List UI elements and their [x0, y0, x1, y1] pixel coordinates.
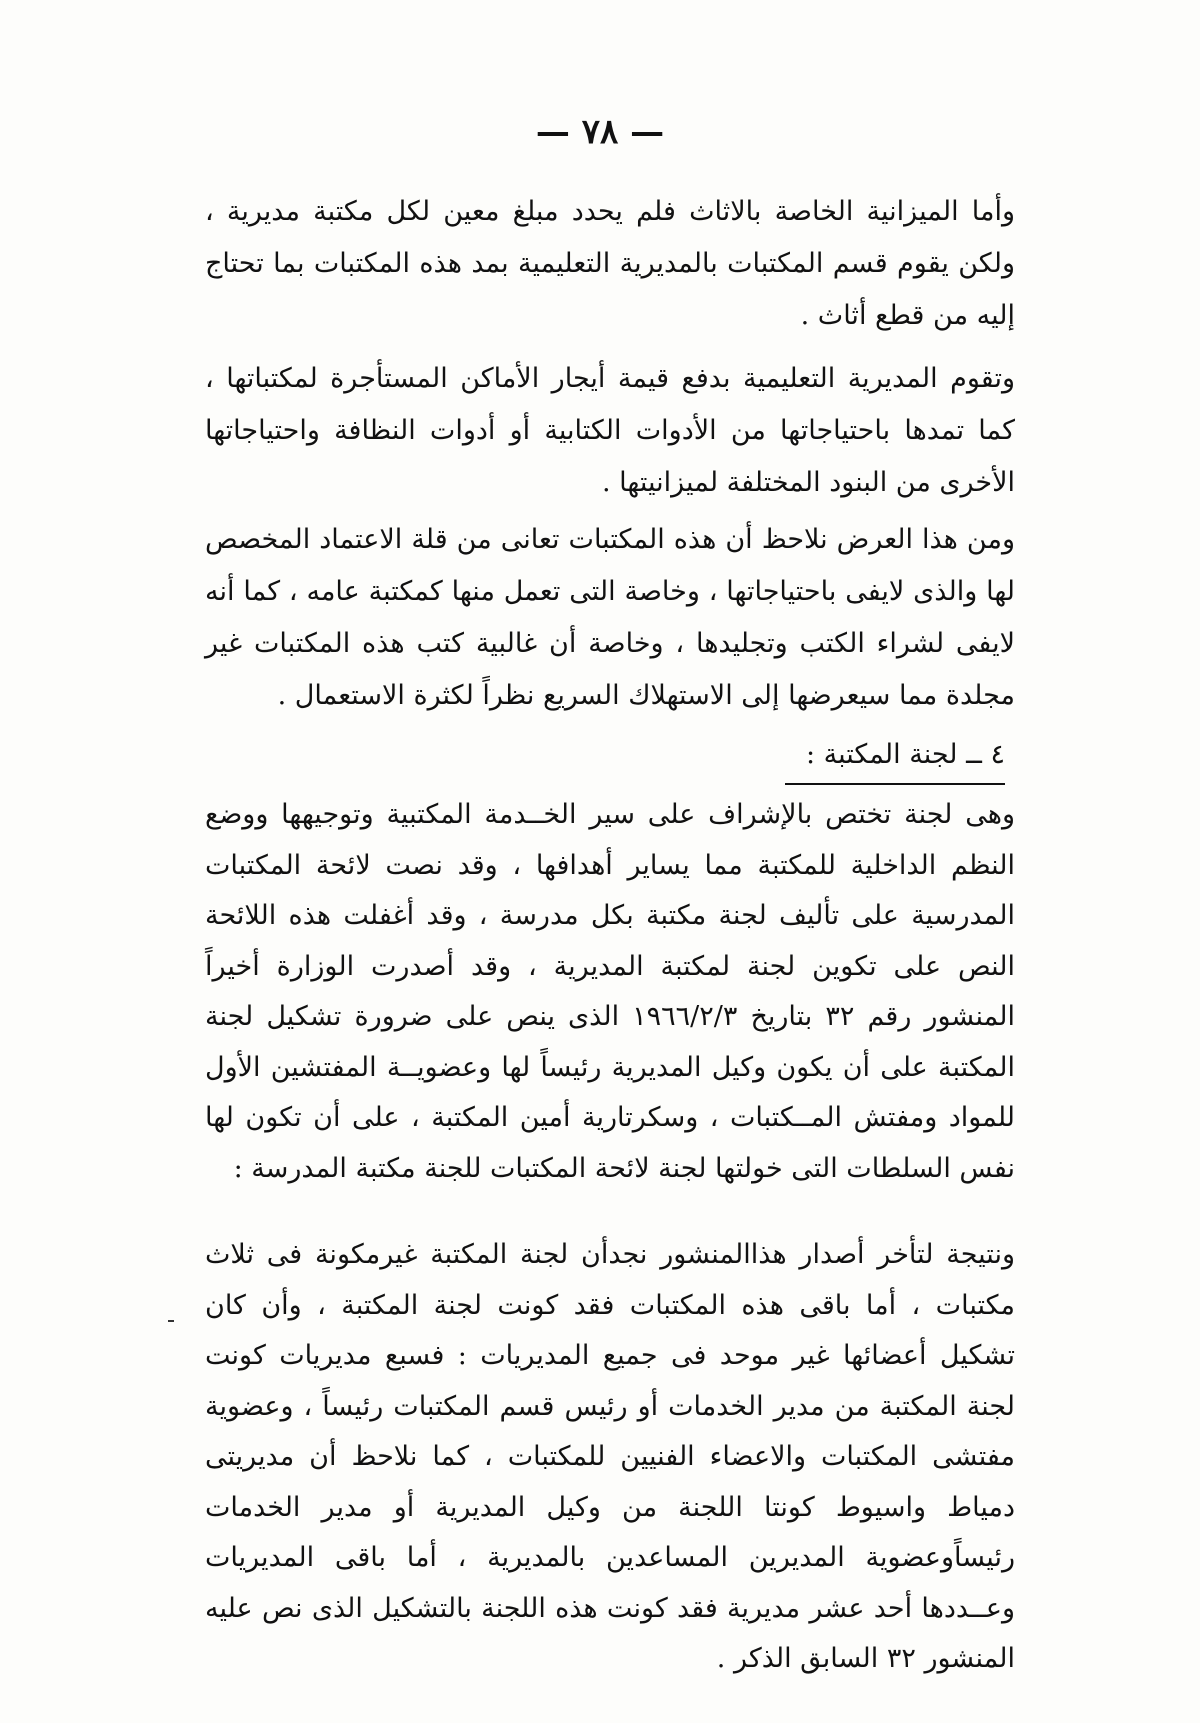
paragraph-committee-formation: ونتيجة لتأخر أصدار هذاالمنشور نجدأن لجنة المكتبة غيرمكونة فى ثلاث مكتبات ، أما باقى هذه المكتبات فقد كونت لجنة المكتبة ، وأن كان تشكيل أعضائها غير موحد فى جميع المديريات : فسبع مديريات كونت لجنة المكتبة من مدير الخدمات أو رئيس قسم المكتبات رئيساً ، وعضوية مفتشى المكتبات والاعضاء الفنيين للمكتبات ، كما نلاحظ أن مديريتى دمياط واسيوط كونتا اللجنة من وكيل المديرية أو مدير الخدمات رئيساًوعضوية المديرين المساعدين بالمديرية ، أما باقى المديريات وعــددها أحد عشر مديرية فقد كونت هذه اللجنة بالتشكيل الذى نص عليه المنشور ٣٢ السابق الذكر . [205, 1239, 1015, 1674]
scan-speck [168, 1320, 174, 1322]
paragraph-furniture-budget: وأما الميزانية الخاصة بالاثاث فلم يحدد مبلغ معين لكل مكتبة مديرية ، ولكن يقوم قسم المكتبات بالمديرية التعليمية بمد هذه المكتبات بما تحتاج إليه من قطع أثاث . [205, 196, 1015, 331]
paragraph-rent-and-supplies: وتقوم المديرية التعليمية بدفع قيمة أيجار الأماكن المستأجرة لمكتباتها ، كما تمدها باحتياجاتها من الأدوات الكتابية أو أدوات النظافة واحتياجاتها الأخرى من البنود المختلفة لميزانيتها . [205, 363, 1015, 498]
section-heading-library-committee: ٤ ــ لجنة المكتبة : [785, 733, 1005, 785]
paragraph-funding-shortage: ومن هذا العرض نلاحظ أن هذه المكتبات تعانى من قلة الاعتماد المخصص لها والذى لايفى باحتياجاتها ، وخاصة التى تعمل منها كمكتبة عامه ، كما أنه لايفى لشراء الكتب وتجليدها ، وخاصة أن غالبية كتب هذه المكتبات غير مجلدة مما سيعرضها إلى الاستهلاك السريع نظراً لكثرة الاستعمال . [205, 524, 1015, 711]
paragraph-committee-role: وهى لجنة تختص بالإشراف على سير الخــدمة المكتبية وتوجيهها ووضع النظم الداخلية للمكتبة مما يساير أهدافها ، وقد نصت لائحة المكتبات المدرسية على تأليف لجنة مكتبة بكل مدرسة ، وقد أغفلت هذه اللائحة النص على تكوين لجنة لمكتبة المديرية ، وقد أصدرت الوزارة أخيراً المنشور رقم ٣٢ بتاريخ ١٩٦٦/٢/٣ الذى ينص على ضرورة تشكيل لجنة المكتبة على أن يكون وكيل المديرية رئيساً لها وعضويــة المفتشين الأول للمواد ومفتش المــكتبات ، وسكرتارية أمين المكتبة ، على أن تكون لها نفس السلطات التى خولتها لجنة لائحة المكتبات للجنة مكتبة المدرسة : [205, 799, 1015, 1184]
page-number: — ٧٨ — [535, 112, 665, 152]
